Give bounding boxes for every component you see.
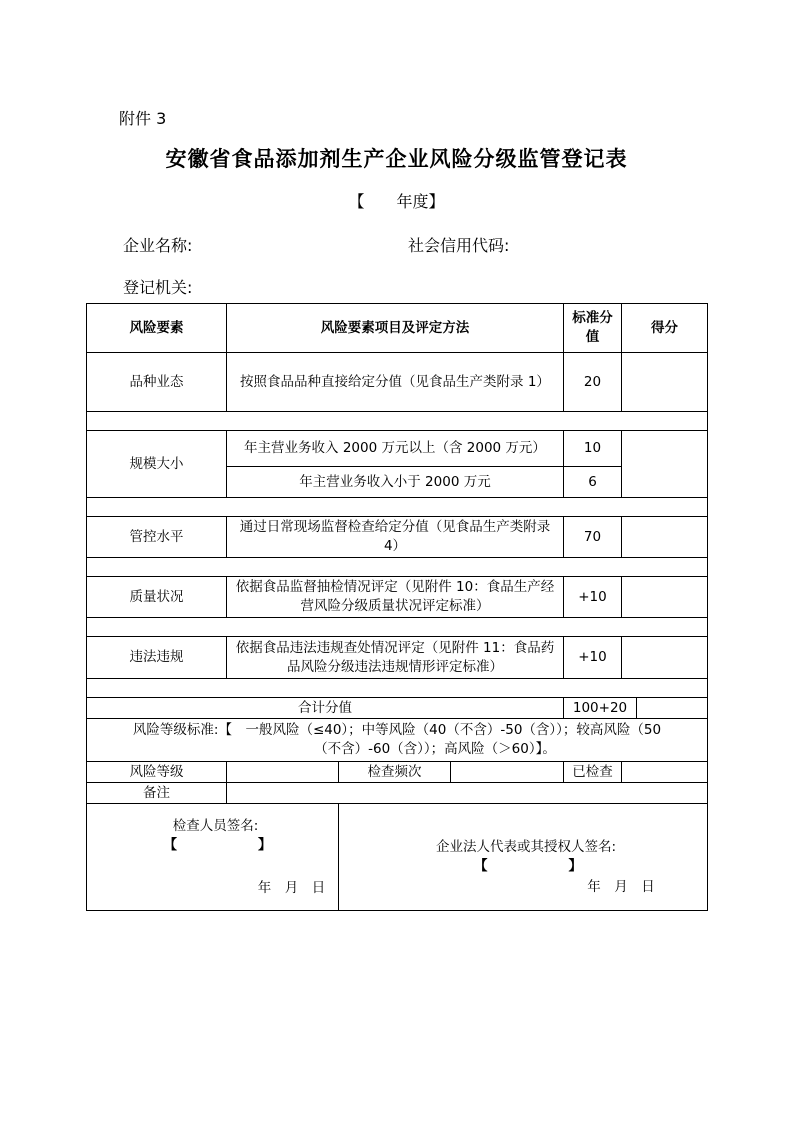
- enterprise-name-label: 企业名称:: [123, 236, 193, 255]
- risk-registration-table: [86, 303, 708, 911]
- table-row-scale-1: [87, 431, 708, 467]
- table-row-signatures: [87, 804, 708, 911]
- score-cell-variety[interactable]: [622, 353, 708, 412]
- table-row-control: [87, 517, 708, 558]
- table-header-row: [87, 304, 708, 353]
- method-scale-1: 年主营业务收入 2000 万元以上（含 2000 万元）: [227, 431, 564, 467]
- factor-variety: 品种业态: [87, 353, 227, 412]
- method-control: 通过日常现场监督检查给定分值（见食品生产类附录 4）: [227, 517, 564, 558]
- factor-quality: 质量状况: [87, 577, 227, 618]
- table-row-variety: [87, 353, 708, 412]
- inspector-signature-bracket: 【 】: [163, 836, 272, 853]
- inspector-date: 年 月 日: [257, 879, 326, 896]
- standard-line-1: 风险等级标准:【 一般风险（≤40）；中等风险（40（不含）-50（含））；较高风险（50: [132, 722, 662, 738]
- inspection-frequency-value[interactable]: [451, 762, 564, 783]
- year-line: 【 年度】: [348, 192, 445, 211]
- registration-authority-label: 登记机关:: [123, 278, 193, 297]
- form-title: 安徽省食品添加剂生产企业风险分级监管登记表: [165, 147, 628, 171]
- method-variety: 按照食品品种直接给定分值（见食品生产类附录 1）: [227, 353, 564, 412]
- method-violation: 依据食品违法违规查处情况评定（见附件 11：食品药品风险分级违法违规情形评定标准）: [227, 637, 564, 679]
- value-violation: +10: [564, 637, 622, 679]
- table-row-violation: [87, 637, 708, 679]
- legal-rep-signature-cell[interactable]: [339, 804, 708, 911]
- remark-label: 备注: [87, 783, 227, 804]
- spacer-row: [87, 618, 708, 637]
- spacer-cell: [87, 558, 708, 577]
- factor-scale: 规模大小: [87, 431, 227, 498]
- score-cell-scale[interactable]: [622, 431, 708, 498]
- attachment-label: 附件 3: [119, 109, 167, 128]
- risk-level-label: 风险等级: [87, 762, 227, 783]
- table-row-remark: [87, 783, 708, 804]
- value-scale-2: 6: [564, 467, 622, 498]
- value-variety: 20: [564, 353, 622, 412]
- table-row-level: [87, 762, 708, 783]
- legal-rep-date: 年 月 日: [587, 878, 655, 895]
- factor-control: 管控水平: [87, 517, 227, 558]
- total-score-cell[interactable]: [637, 698, 708, 719]
- header-score: 得分: [622, 304, 708, 353]
- spacer-row: [87, 558, 708, 577]
- table-row-total: [87, 698, 708, 719]
- remark-value[interactable]: [227, 783, 708, 804]
- factor-violation: 违法违规: [87, 637, 227, 679]
- method-quality: 依据食品监督抽检情况评定（见附件 10：食品生产经营风险分级质量状况评定标准）: [227, 577, 564, 618]
- score-cell-control[interactable]: [622, 517, 708, 558]
- header-standard-score: 标准分值: [564, 304, 622, 353]
- inspection-frequency-label: 检查频次: [339, 762, 451, 783]
- table-row-standard: [87, 719, 708, 762]
- value-quality: +10: [564, 577, 622, 618]
- score-cell-violation[interactable]: [622, 637, 708, 679]
- legal-rep-signature-bracket: 【 】: [474, 857, 582, 874]
- total-label: 合计分值: [87, 698, 564, 719]
- spacer-row: [87, 412, 708, 431]
- spacer-cell: [87, 679, 708, 698]
- table-row-quality: [87, 577, 708, 618]
- method-scale-2: 年主营业务收入小于 2000 万元: [227, 467, 564, 498]
- inspector-signature-label: 检查人员签名:: [172, 817, 259, 834]
- spacer-row: [87, 498, 708, 517]
- spacer-cell: [87, 412, 708, 431]
- spacer-row: [87, 679, 708, 698]
- spacer-cell: [87, 618, 708, 637]
- checked-label: 已检查: [564, 762, 622, 783]
- spacer-cell: [87, 498, 708, 517]
- legal-rep-signature-label: 企业法人代表或其授权人签名:: [435, 838, 617, 855]
- standard-line-2: （不含）-60（含））；高风险（＞60）】。: [314, 741, 556, 757]
- credit-code-label: 社会信用代码:: [408, 236, 510, 255]
- header-factor: 风险要素: [87, 304, 227, 353]
- score-cell-quality[interactable]: [622, 577, 708, 618]
- risk-level-standard: [87, 719, 708, 762]
- header-item-method: 风险要素项目及评定方法: [227, 304, 564, 353]
- total-value: 100+20: [564, 698, 637, 719]
- inspector-signature-cell[interactable]: [87, 804, 339, 911]
- value-control: 70: [564, 517, 622, 558]
- value-scale-1: 10: [564, 431, 622, 467]
- checked-value[interactable]: [622, 762, 708, 783]
- risk-level-value[interactable]: [227, 762, 339, 783]
